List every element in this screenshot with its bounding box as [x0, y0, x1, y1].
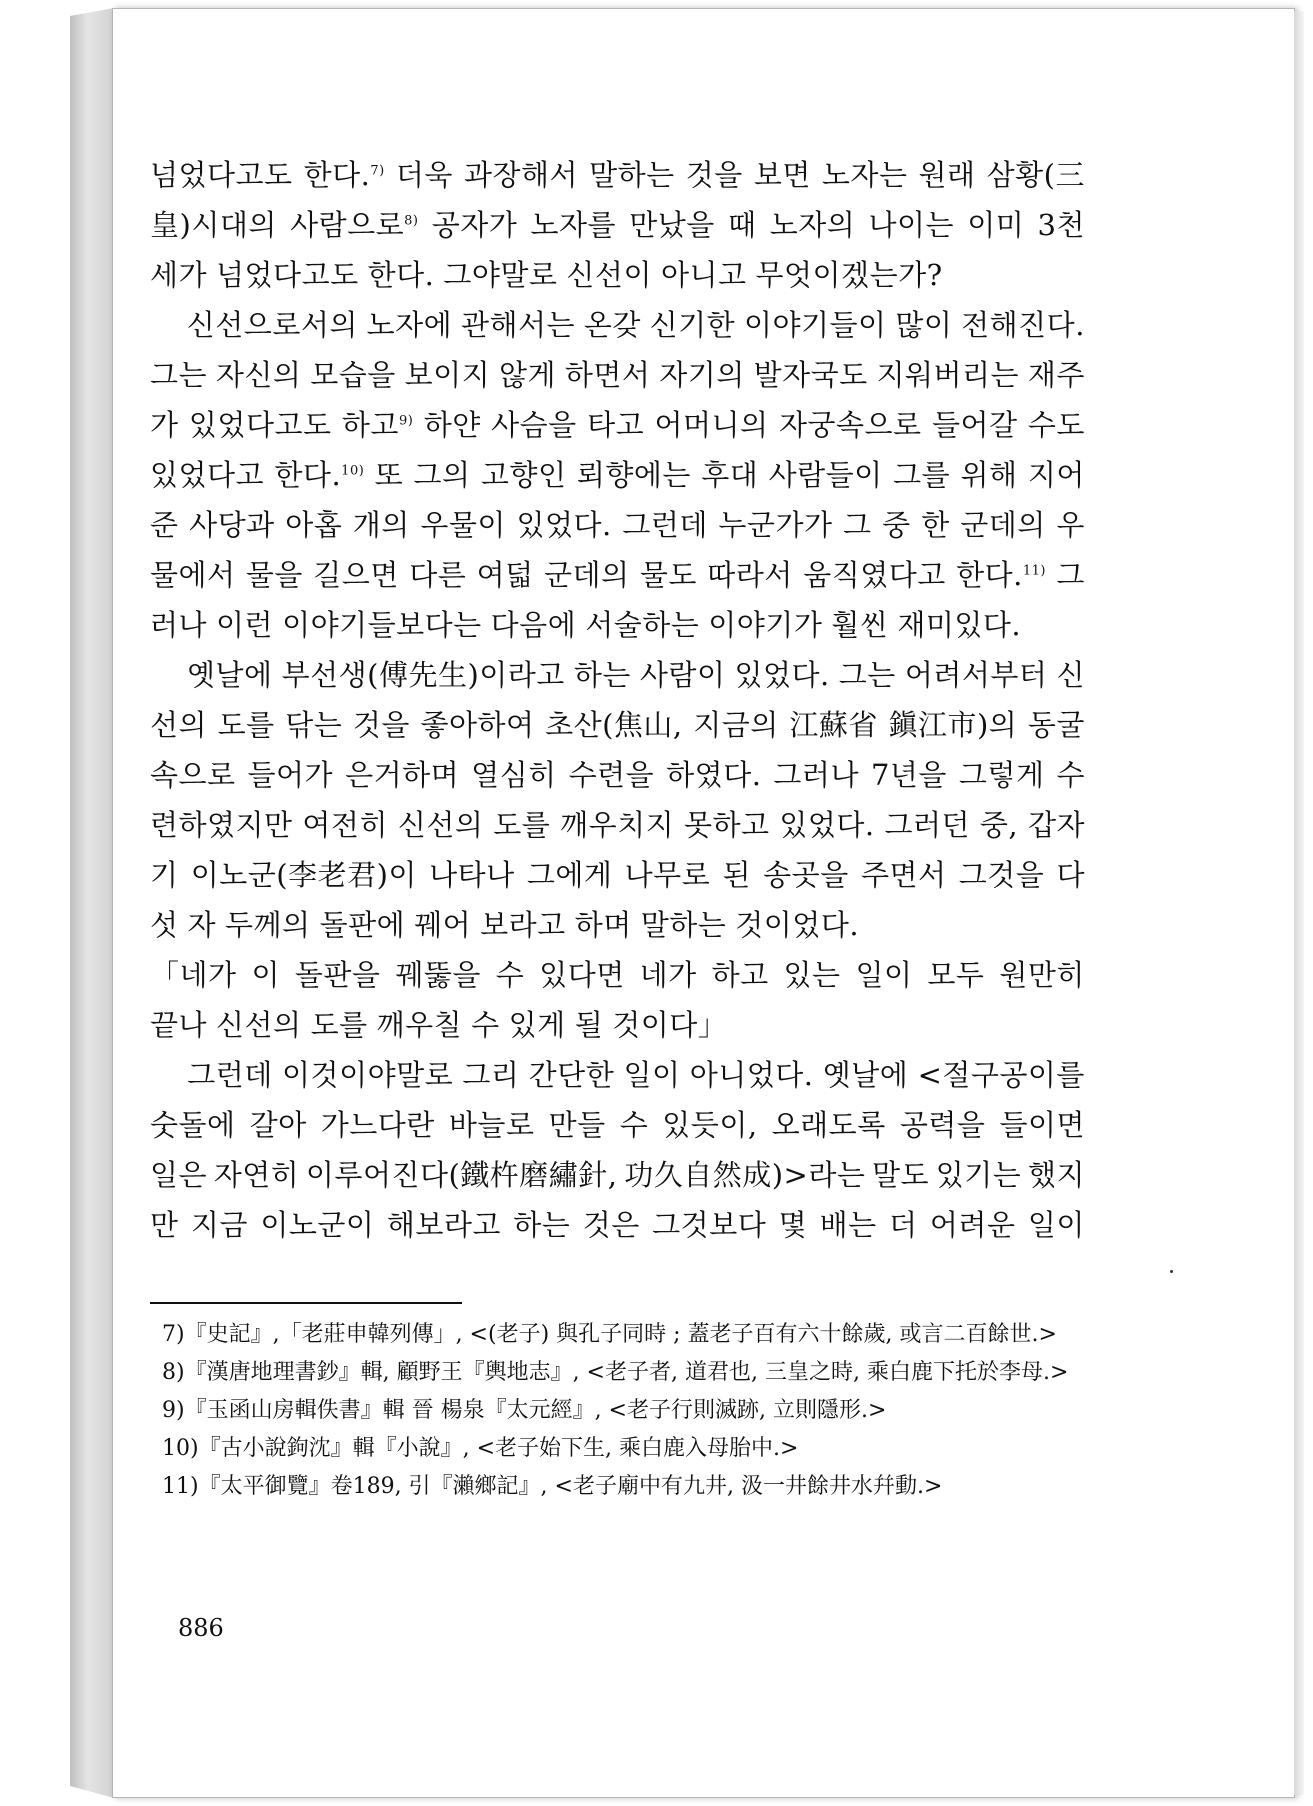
word: 그런데	[622, 508, 708, 542]
page-edge	[1294, 11, 1304, 1795]
word: 그에게	[526, 858, 613, 892]
footnote-marker: 8)	[404, 213, 419, 229]
word: 여덟	[476, 558, 534, 592]
word: 하얀	[423, 408, 481, 442]
word: 신선으로서의	[186, 308, 358, 342]
word: 전해진다.	[961, 308, 1085, 342]
word: 아홉	[285, 508, 343, 542]
body-line	[150, 1100, 1085, 1150]
body-line	[150, 1150, 1085, 1200]
word: 신	[1056, 658, 1085, 692]
word: 지금의	[693, 708, 779, 742]
word: 보라고	[480, 908, 566, 942]
word: 삼황(三	[986, 158, 1085, 192]
word: 초산(焦山,	[545, 708, 683, 742]
word: 타고	[587, 408, 645, 442]
word: 있기는	[935, 1158, 1022, 1192]
word: 다	[1056, 858, 1085, 892]
word: 때	[728, 208, 757, 242]
body-line	[150, 600, 1085, 650]
word: 것이다」	[612, 1008, 728, 1042]
body-text	[150, 150, 1085, 1250]
footnote-7: 7)『史記』,「老莊申韓列傳」, <(老子) 與孔子同時 ; 蓋老子百有六十餘歲, 或言二百餘世.>	[162, 1322, 1057, 1347]
word: 부선생(傅先生)이라고	[281, 658, 565, 692]
word: 이런	[216, 608, 274, 642]
word: 군데의	[543, 558, 630, 592]
word: 우	[1056, 508, 1085, 542]
body-line	[150, 300, 1085, 350]
word: 이것이야말로	[282, 1058, 454, 1092]
word: 몇	[778, 1208, 808, 1242]
word: <절구공이를	[917, 1058, 1085, 1092]
word: 고향인	[480, 458, 567, 492]
word: 자궁속으로	[778, 408, 922, 442]
word: 그는	[838, 658, 896, 692]
body-line	[150, 900, 1085, 950]
word: 있었다.	[516, 508, 612, 542]
word: 물도	[639, 558, 697, 592]
word: 후대	[701, 458, 759, 492]
footnote-8: 8)『漢唐地理書鈔』輯, 顧野王『輿地志』, <老子者, 道君也, 三皇之時, 乘白鹿下托於李母.>	[162, 1360, 1069, 1385]
word: 러나	[150, 608, 208, 642]
word: 어려운	[929, 1208, 1016, 1242]
word: 꿰뚫을	[395, 958, 481, 992]
word: 이야기들보다는	[282, 608, 482, 642]
word: 수	[495, 958, 525, 992]
word: 그	[1056, 558, 1085, 592]
word: 노자의	[769, 208, 856, 242]
word: 물을	[245, 558, 303, 592]
body-line	[150, 650, 1085, 700]
word: 7년을	[870, 758, 947, 792]
word: 사람들이	[768, 458, 883, 492]
word: 아니었다.	[689, 1058, 814, 1092]
word: 들어가	[247, 758, 334, 792]
word: 鎭江市)의	[888, 708, 1018, 742]
word: 그는	[150, 358, 208, 392]
word: 길으면	[313, 558, 399, 592]
word: 숫돌에	[150, 1108, 236, 1142]
body-line	[150, 850, 1085, 900]
word: 넘었다고도	[216, 258, 359, 292]
word: 들이면	[999, 1108, 1085, 1142]
word: 발자국도	[753, 358, 868, 392]
word: 가	[150, 408, 179, 442]
word: 있었다고	[150, 458, 265, 492]
word: 자신의	[215, 358, 302, 392]
word: 속으로	[150, 758, 236, 792]
word: 재미있다.	[897, 608, 1022, 642]
word: 그	[843, 508, 872, 542]
word: 있듯이,	[662, 1108, 758, 1142]
word: 자기의	[659, 358, 745, 392]
word: 온갖	[583, 308, 641, 342]
word: 이루어진다(鐵杵磨繡針,	[305, 1158, 618, 1192]
word: 있었다고도	[188, 408, 332, 442]
word: 깨우치지	[560, 808, 675, 842]
word: 우물이	[420, 508, 506, 542]
word: 했지	[1027, 1158, 1085, 1192]
word: 해보라고	[386, 1208, 501, 1242]
footnote-marker: 7)	[370, 163, 385, 179]
word: 말하는	[640, 908, 727, 942]
word: 그리	[462, 1058, 520, 1092]
word: 따라서	[707, 558, 793, 592]
word: 훨씬	[831, 608, 889, 642]
word: 있게	[508, 1008, 566, 1042]
word: 하면서	[564, 358, 651, 392]
word: 주면서	[860, 858, 947, 892]
word: 원래	[918, 158, 976, 192]
word: 한다.$^{11)}$	[956, 558, 1046, 592]
word: 신선이	[566, 258, 652, 292]
word: 서술하는	[585, 608, 700, 642]
word: 일이	[855, 958, 913, 992]
word: 도를	[493, 808, 551, 842]
word: 지금	[190, 1208, 248, 1242]
word: 돌판을	[294, 958, 381, 992]
word: 사슴을	[491, 408, 577, 442]
word: 개의	[352, 508, 410, 542]
word: 사람으로$^{8)}$	[290, 208, 419, 242]
footnote-rule	[150, 1302, 462, 1304]
word: 이야기가	[708, 608, 823, 642]
word: 수	[1056, 758, 1085, 792]
footnote-10: 10)『古小說鉤沈』輯『小說』, <老子始下生, 乘白鹿入母胎中.>	[162, 1436, 799, 1461]
word: 중,	[979, 808, 1019, 842]
word: 나타나	[429, 858, 515, 892]
word: 나무로	[624, 858, 711, 892]
body-line	[150, 1200, 1085, 1250]
word: 것은	[582, 1208, 640, 1242]
word: 일은	[150, 1158, 208, 1192]
word: 3천	[1037, 208, 1085, 242]
word: 만났을	[629, 208, 715, 242]
word: 더	[889, 1208, 918, 1242]
word: 하는	[573, 658, 631, 692]
word: 노자를	[530, 208, 617, 242]
word: 「네가	[150, 958, 237, 992]
word: 이미	[967, 208, 1025, 242]
word: 움직였다고	[803, 558, 946, 592]
word: 보면	[753, 158, 811, 192]
word: 관해서는	[460, 308, 576, 342]
word: 수련을	[568, 758, 655, 792]
word: 세가	[150, 258, 208, 292]
word: 꿰어	[414, 908, 472, 942]
word: 송곳을	[763, 858, 849, 892]
word: 오래도록	[771, 1108, 886, 1142]
word: 기	[150, 858, 179, 892]
word: 많이	[895, 308, 953, 342]
word: 하고	[711, 958, 769, 992]
word: 간단한	[528, 1058, 615, 1092]
word: 아니고	[660, 258, 747, 292]
word: 일이	[623, 1058, 681, 1092]
word: 그야말로	[443, 258, 558, 292]
word: 바늘로	[448, 1108, 535, 1142]
body-line	[150, 800, 1085, 850]
word: 그를	[893, 458, 951, 492]
word: 두께의	[225, 908, 311, 942]
footnote-marker: 10)	[341, 463, 365, 479]
word: 뢰향에는	[576, 458, 691, 492]
word: 사람이	[639, 658, 726, 692]
word: 보이지	[404, 358, 491, 392]
body-line	[150, 500, 1085, 550]
word: 또	[374, 458, 404, 492]
word: 련하였지만	[150, 808, 293, 842]
word: 준	[150, 508, 179, 542]
word: 하는	[513, 1208, 571, 1242]
word: 수	[471, 1008, 500, 1042]
word: 있다면	[539, 958, 625, 992]
word: 닦는	[285, 708, 343, 742]
footnote-9: 9)『玉函山房輯佚書』輯 晉 楊泉『太元經』, <老子行則滅跡, 立則隱形.>	[162, 1398, 887, 1423]
word: 돌판에	[319, 908, 406, 942]
word: 갑자	[1027, 808, 1085, 842]
body-line	[150, 1050, 1085, 1100]
body-line	[150, 950, 1085, 1000]
word: 이노군(李老君)이	[190, 858, 417, 892]
body-line	[150, 350, 1085, 400]
word: 만	[150, 1208, 179, 1242]
body-line	[150, 450, 1085, 500]
word: 신기한	[649, 308, 736, 342]
word: 그것을	[958, 858, 1045, 892]
word: 만들	[548, 1108, 606, 1142]
word: 은거하며	[345, 758, 460, 792]
word: 누군가가	[718, 508, 833, 542]
word: 수	[619, 1108, 649, 1142]
word: 그러나	[773, 758, 859, 792]
word: 끝나	[150, 1008, 208, 1042]
body-line	[150, 400, 1085, 450]
word: 江蘇省	[789, 708, 878, 742]
word: 수도	[1027, 408, 1085, 442]
book-spine	[70, 8, 115, 1798]
word: 좋아하여	[420, 708, 535, 742]
body-line	[150, 150, 1085, 200]
word: 못하고	[683, 808, 770, 842]
word: 그것보다	[652, 1208, 767, 1242]
word: 위해	[960, 458, 1018, 492]
word: 이	[251, 958, 280, 992]
word: 한다.	[367, 258, 435, 292]
word: 이노군이	[260, 1208, 375, 1242]
body-line	[150, 250, 1085, 300]
word: 될	[574, 1008, 604, 1042]
word: 과장해서	[463, 158, 578, 192]
word: 말도	[872, 1158, 930, 1192]
word: 것을	[352, 708, 410, 742]
word: 여전히	[302, 808, 388, 842]
word: 재주	[1027, 358, 1085, 392]
word: 선의	[150, 708, 208, 742]
body-line	[150, 750, 1085, 800]
word: 공자가	[431, 208, 518, 242]
word: 도를	[310, 1008, 368, 1042]
word: 신선의	[397, 808, 484, 842]
word: 하였다.	[666, 758, 762, 792]
word: 있었다.	[779, 808, 875, 842]
word: 사당과	[189, 508, 275, 542]
word: 어머니의	[654, 408, 769, 442]
body-line	[150, 550, 1085, 600]
word: 이야기들이	[743, 308, 887, 342]
word: 한다.$^{7)}$	[303, 158, 385, 192]
word: 한	[921, 508, 950, 542]
word: 공력을	[899, 1108, 986, 1142]
word: 중	[882, 508, 911, 542]
word: 자	[187, 908, 217, 942]
word: 모두	[927, 958, 985, 992]
word: 배는	[819, 1208, 877, 1242]
word: 도를	[217, 708, 275, 742]
word: 있는	[783, 958, 841, 992]
word: 더욱	[395, 158, 453, 192]
word: 자연히	[213, 1158, 300, 1192]
word: 것을	[685, 158, 743, 192]
word: 물에서	[150, 558, 236, 592]
word: 그의	[413, 458, 471, 492]
word: 옛날에	[187, 658, 273, 692]
word: 섯	[150, 908, 179, 942]
word: 갈아	[249, 1108, 307, 1142]
word: 옛날에	[822, 1058, 909, 1092]
page-number: 886	[178, 1614, 224, 1642]
word: 노자는	[821, 158, 908, 192]
footnote-11: 11)『太平御覽』卷189, 引『瀨鄉記』, <老子廟中有九井, 汲一井餘井水幷動.>	[162, 1474, 943, 1499]
word: 열심히	[471, 758, 557, 792]
body-line	[150, 1000, 1085, 1050]
word: 하고$^{9)}$	[341, 408, 414, 442]
word: 신선의	[216, 1008, 302, 1042]
word: 그러던	[884, 808, 971, 842]
word: 들어갈	[931, 408, 1018, 442]
word: 동굴	[1027, 708, 1085, 742]
word: 나이는	[868, 208, 955, 242]
word: 된	[722, 858, 751, 892]
word: 말하는	[589, 158, 675, 192]
word: 있었다.	[734, 658, 830, 692]
word: 넘었다고도	[150, 158, 293, 192]
word: 가느다란	[320, 1108, 435, 1142]
word: 네가	[639, 958, 697, 992]
word: 다음에	[490, 608, 577, 642]
word: 다른	[409, 558, 467, 592]
footnote-marker: 9)	[398, 413, 414, 429]
word: 모습을	[310, 358, 396, 392]
word: 그렇게	[958, 758, 1045, 792]
word: 하며	[574, 908, 632, 942]
word: 노자에	[366, 308, 453, 342]
word: 功久自然成)>라는	[624, 1158, 866, 1192]
word: 않게	[498, 358, 557, 392]
word: 皇)시대의	[150, 208, 277, 242]
word: 무엇이겠는가?	[755, 258, 943, 292]
word: 그런데	[187, 1058, 273, 1092]
word: 깨우칠	[376, 1008, 463, 1042]
word: 군데의	[960, 508, 1046, 542]
word: 지어	[1027, 458, 1085, 492]
word: 일이	[1027, 1208, 1085, 1242]
word: 어려서부터	[904, 658, 1048, 692]
footnotes	[150, 1316, 1090, 1506]
word: 것이었다.	[735, 908, 860, 942]
word: 한다.$^{10)}$	[274, 458, 365, 492]
word: 원만히	[999, 958, 1085, 992]
scan-speck	[1170, 1270, 1173, 1273]
footnote-marker: 11)	[1022, 563, 1046, 579]
body-line	[150, 700, 1085, 750]
word: 지워버리는	[876, 358, 1020, 392]
body-line	[150, 200, 1085, 250]
